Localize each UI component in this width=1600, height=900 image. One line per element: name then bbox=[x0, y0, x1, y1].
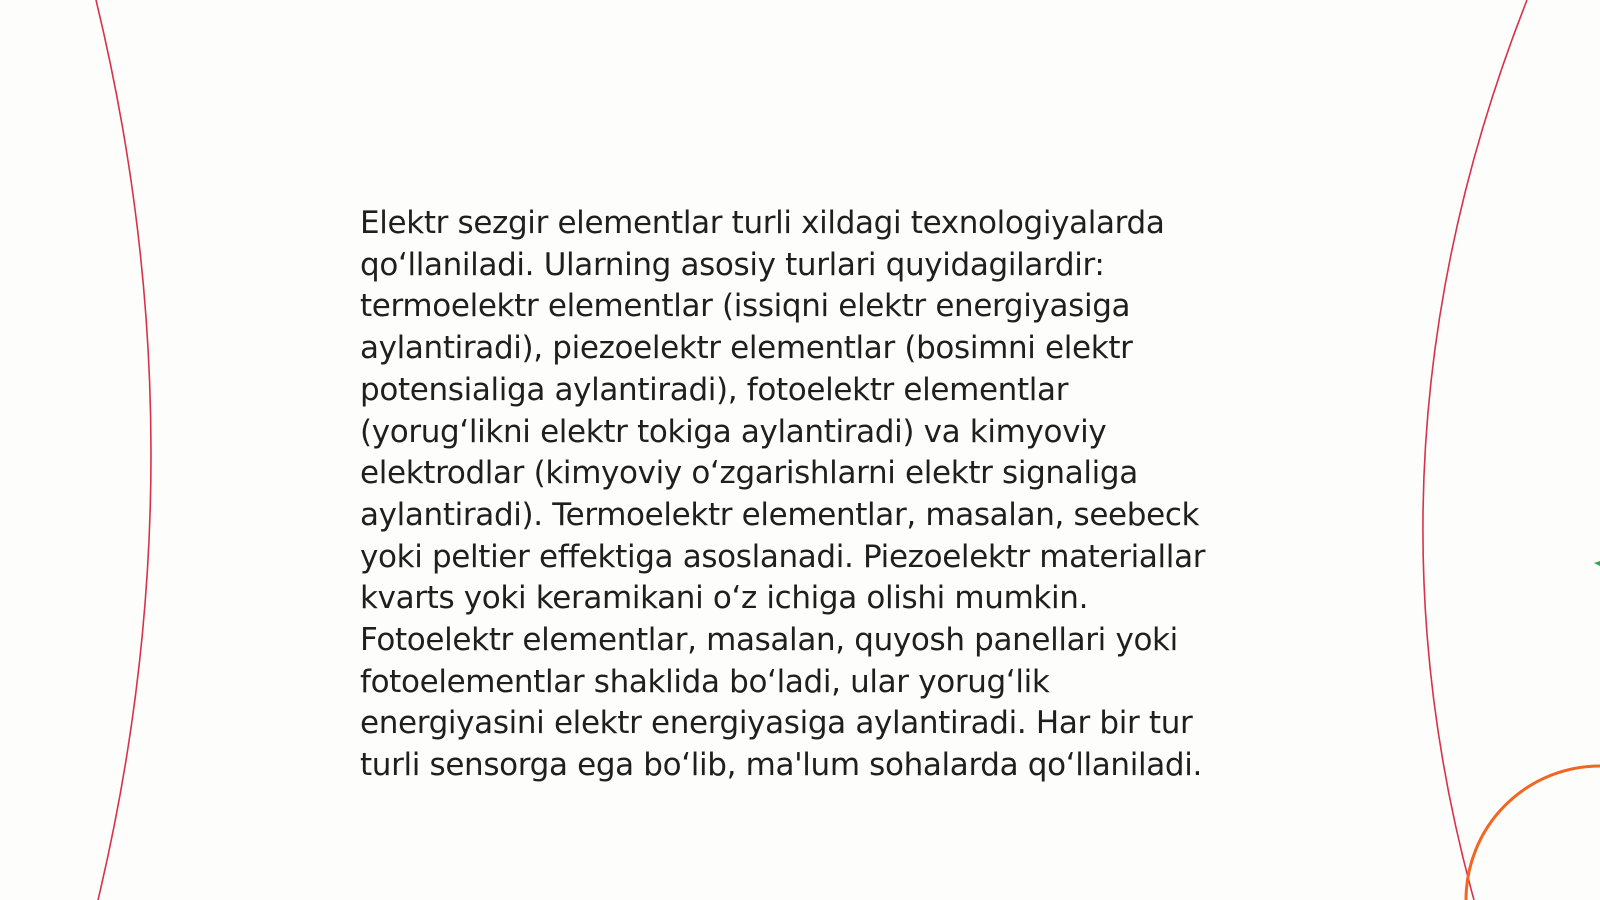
orange-circle-arc bbox=[1466, 766, 1600, 900]
green-accent-mark bbox=[1594, 561, 1600, 566]
body-paragraph: Elektr sezgir elementlar turli xildagi texnologiyalarda qo‘llaniladi. Ularning asosiy turlari quyidagilardir: termoelektr elementlar (issiqni elektr energiyasiga aylantiradi), piezoelektr elementlar (bosimni elektr potensialiga aylantiradi), fotoelektr elementlar (yorug‘likni elektr tokiga aylantiradi) va kimyoviy elektrodlar (kimyoviy o‘zgarishlarni elektr signaliga aylantiradi). Termoelektr elementlar, masalan, seebeck yoki peltier effektiga asoslanadi. Piezoelektr materiallar kvarts yoki keramikani o‘z ichiga olishi mumkin. Fotoelektr elementlar, masalan, quyosh panellari yoki fotoelementlar shaklida bo‘ladi, ular yorug‘lik energiyasini elektr energiyasiga aylantiradi. Har bir tur turli sensorga ega bo‘lib, ma'lum sohalarda qo‘llaniladi. bbox=[360, 205, 1206, 784]
left-red-curve bbox=[96, 0, 151, 900]
right-red-curve bbox=[1423, 0, 1527, 900]
